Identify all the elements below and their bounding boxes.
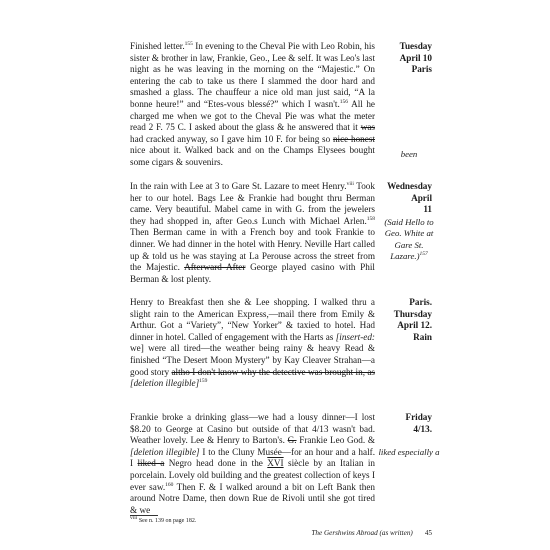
- footnote-ref: 155: [184, 40, 193, 47]
- running-title: The Gershwins Abroad (as written): [311, 529, 413, 537]
- footnote-ref: 156: [339, 98, 349, 105]
- entry-date: Wednesday April 11: [387, 181, 432, 215]
- editorial-insert: [insert-ed:: [335, 331, 375, 342]
- entry-text: Henry to Breakfast then she & Lee shopping. I walked thru a slight rain to the American Express,—mail there from Emily & Arthur. Got a “Variety”, “New Yorker” & taxied to hotel. Had dinner in hotel. Called of engagement with the Harts as [insert-ed: we] were all tired—the weather being rainy & heavy Read & finished “The Desert Moon Mystery” by Kay Cleaver Strahan—a good story altho I don't know why the detective was brought in, as [deletion illegible]$^{159}$: [130, 297, 376, 389]
- entry-text: In the rain with Lee at 3 to Gare St. Lazare to meet Henry.$^{viii}$ Took her to our hotel. Bags Lee & Frankie had bought thru Berman came. Very beautiful. Mabel came in with G. from the jewelers they had shopped in, after Geo.s Lunch with Michael Arlen.$^{158}$ Then Berman came in with a French boy and took Frankie to dinner. We had dinner in the hotel with Henry. Neville Hart called up & told us he was staying at La Perouse across the street from the Majestic. Afterward After George played casino with Phil Berman & lost plenty.: [130, 180, 375, 284]
- running-footer: [311, 529, 432, 537]
- entry-date: Tuesday April 10 Paris: [399, 41, 432, 75]
- footnote-ref: viii: [346, 180, 354, 187]
- struck-text: altho I don't know why the detective was brought in, as: [171, 366, 376, 377]
- entry-date: Paris. Thursday April 12. Rain: [393, 297, 432, 342]
- margin-note: (Said Hello to Geo. White at Gare St. Lazare.)$^{157}$: [384, 217, 434, 262]
- margin-note: been: [400, 149, 418, 159]
- footnote: $^{viii}$ See n. 139 on page 182.: [130, 515, 197, 524]
- struck-text: liked a: [137, 458, 165, 469]
- editorial-insert: [deletion illegible]: [130, 378, 200, 389]
- roman-numeral: XVI: [267, 458, 284, 469]
- struck-text: G.: [287, 435, 297, 446]
- entry-date: Friday 4/13.: [405, 412, 432, 434]
- entry-text: Frankie broke a drinking glass—we had a lousy dinner—I lost $8.20 to George at Casino but outside of that 4/13 wasn't bad. Weather lovely. Lee & Henry to Barton's. G. Frankie Leo God. & [deletion illegible] I to the Cluny Musée—for an hour and a half. I liked a Negro head done in the XVI siècle by an Italian in porcelain. Lovely old building and the greatest collection of keys I ever saw.$^{160}$ Then F. & I walked around a bit on Left Bank then around Notre Dame, then down Rue de Rivoli until she got tired & we: [130, 412, 376, 515]
- entry-text: Finished letter.$^{155}$ In evening to the Cheval Pie with Leo Robin, his sister & brother in law, Frankie, Geo., Lee & self. It was Leo's last night as he was leaving in the morning on the “Majestic.” On entering the cab to take us there I slammed the door hard and smashed a glass. The chauffeur a nice old man just said, “A la bonne heure!” and “Etes-vous blessé?” which I wasn't.$^{156}$ All he charged me when we got to the Cheval Pie was what the meter read 2 F. 75 C. I asked about the glass & he answered that it was had cracked anyway, so I gave him 10 F. for being so nice honest nice about it. Walked back and on the Champs Elysees bought some cigars & souvenirs.: [130, 40, 376, 167]
- struck-text: nice honest: [332, 133, 375, 144]
- struck-text: Afterward After: [184, 262, 246, 273]
- margin-note: liked especially a: [378, 447, 440, 457]
- footnote-ref: 158: [366, 215, 375, 222]
- page-number: 45: [424, 529, 432, 537]
- editorial-insert: [deletion illegible]: [130, 446, 200, 457]
- footnote-ref: 159: [199, 378, 208, 385]
- struck-text: was: [360, 122, 375, 133]
- footnote-ref: 160: [165, 481, 174, 488]
